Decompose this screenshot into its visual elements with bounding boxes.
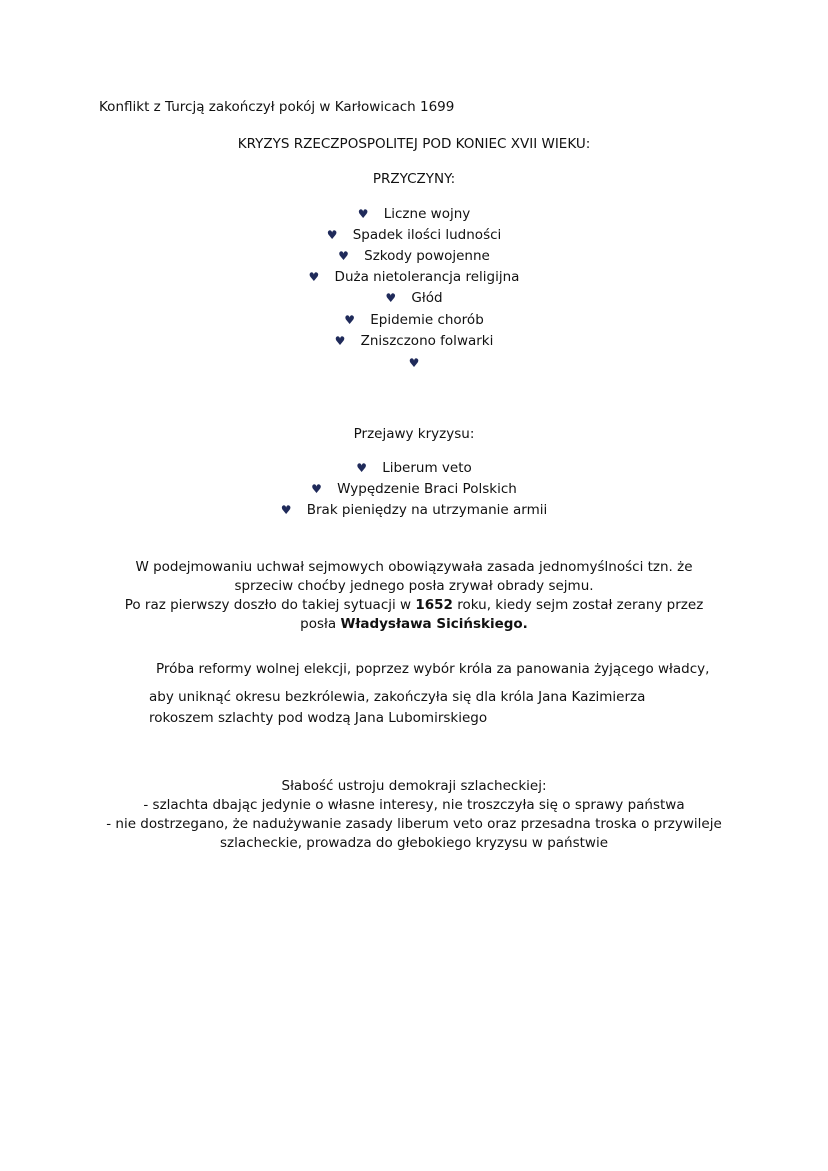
reform-paragraph-line: Próba reformy wolnej elekcji, poprzez wybór króla za panowania żyjącego władcy, [156, 661, 710, 677]
heart-icon: ♥ [357, 207, 369, 221]
reform-paragraph-line: aby uniknąć okresu bezkrólewia, zakończyła się dla króla Jana Kazimierza [149, 689, 646, 705]
symptom-item [0, 459, 828, 478]
heart-icon: ♥ [356, 461, 367, 475]
cause-item-label: Epidemie chorób [370, 312, 484, 328]
cause-item [0, 268, 828, 287]
reform-paragraph-line: rokoszem szlachty pod wodzą Jana Lubomirskiego [149, 710, 488, 726]
veto-text: Po raz pierwszy doszło do takiej sytuacji w [124, 597, 416, 613]
heart-icon: ♥ [344, 313, 355, 327]
cause-item-empty [0, 354, 828, 373]
cause-item [0, 226, 828, 245]
veto-name: Władysława Sicińskiego. [340, 616, 528, 632]
symptom-item-label: Wypędzenie Braci Polskich [337, 481, 517, 497]
cause-item [0, 205, 828, 224]
symptom-item-label: Liberum veto [382, 460, 472, 476]
cause-item-label: Szkody powojenne [364, 248, 490, 264]
veto-paragraph-line [0, 596, 828, 615]
weakness-line: - szlachta dbając jedynie o własne interesy, nie troszczyła się o sprawy państwa [143, 797, 685, 813]
heart-icon: ♥ [280, 503, 292, 517]
cause-item [0, 311, 828, 330]
symptom-item-label: Brak pieniędzy na utrzymanie armii [306, 502, 548, 518]
veto-text: roku, kiedy sejm został zerany przez [452, 597, 704, 613]
veto-paragraph-line: sprzeciw choćby jednego posła zrywał obrady sejmu. [234, 578, 594, 594]
causes-heading: PRZYCZYNY: [372, 171, 456, 187]
cause-item [0, 247, 828, 266]
weakness-line: szlacheckie, prowadza do głebokiego kryzysu w państwie [219, 835, 609, 851]
symptom-item [0, 480, 828, 499]
heart-icon: ♥ [385, 291, 397, 305]
veto-paragraph-line: W podejmowaniu uchwał sejmowych obowiązywała zasada jednomyślności tzn. że [135, 559, 693, 575]
weakness-line: - nie dostrzegano, że nadużywanie zasady liberum veto oraz przesadna troska o przywileje [106, 816, 722, 832]
section-title: KRYZYS RZECZPOSPOLITEJ POD KONIEC XVII WIEKU: [237, 136, 591, 152]
weakness-heading: Słabość ustroju demokraji szlacheckiej: [281, 778, 547, 794]
veto-year: 1652 [415, 597, 453, 613]
symptom-item [0, 501, 828, 520]
heart-icon: ♥ [311, 482, 322, 496]
veto-paragraph-line [0, 615, 828, 634]
cause-item-label: Spadek ilości ludności [352, 227, 502, 243]
heart-icon: ♥ [338, 249, 349, 263]
veto-text: posła [300, 616, 341, 632]
cause-item-label: Zniszczono folwarki [360, 333, 494, 349]
intro-text: Konflikt z Turcją zakończył pokój w Karłowicach 1699 [99, 99, 455, 115]
cause-item-label: Głód [411, 290, 443, 306]
heart-icon: ♥ [308, 270, 320, 284]
heart-icon: ♥ [408, 356, 420, 370]
symptoms-heading: Przejawy kryzysu: [353, 426, 475, 442]
cause-item-label: Liczne wojny [383, 206, 471, 222]
cause-item [0, 332, 828, 351]
cause-item-label: Duża nietolerancja religijna [334, 269, 520, 285]
heart-icon: ♥ [334, 334, 346, 348]
heart-icon: ♥ [326, 228, 338, 242]
cause-item [0, 289, 828, 308]
